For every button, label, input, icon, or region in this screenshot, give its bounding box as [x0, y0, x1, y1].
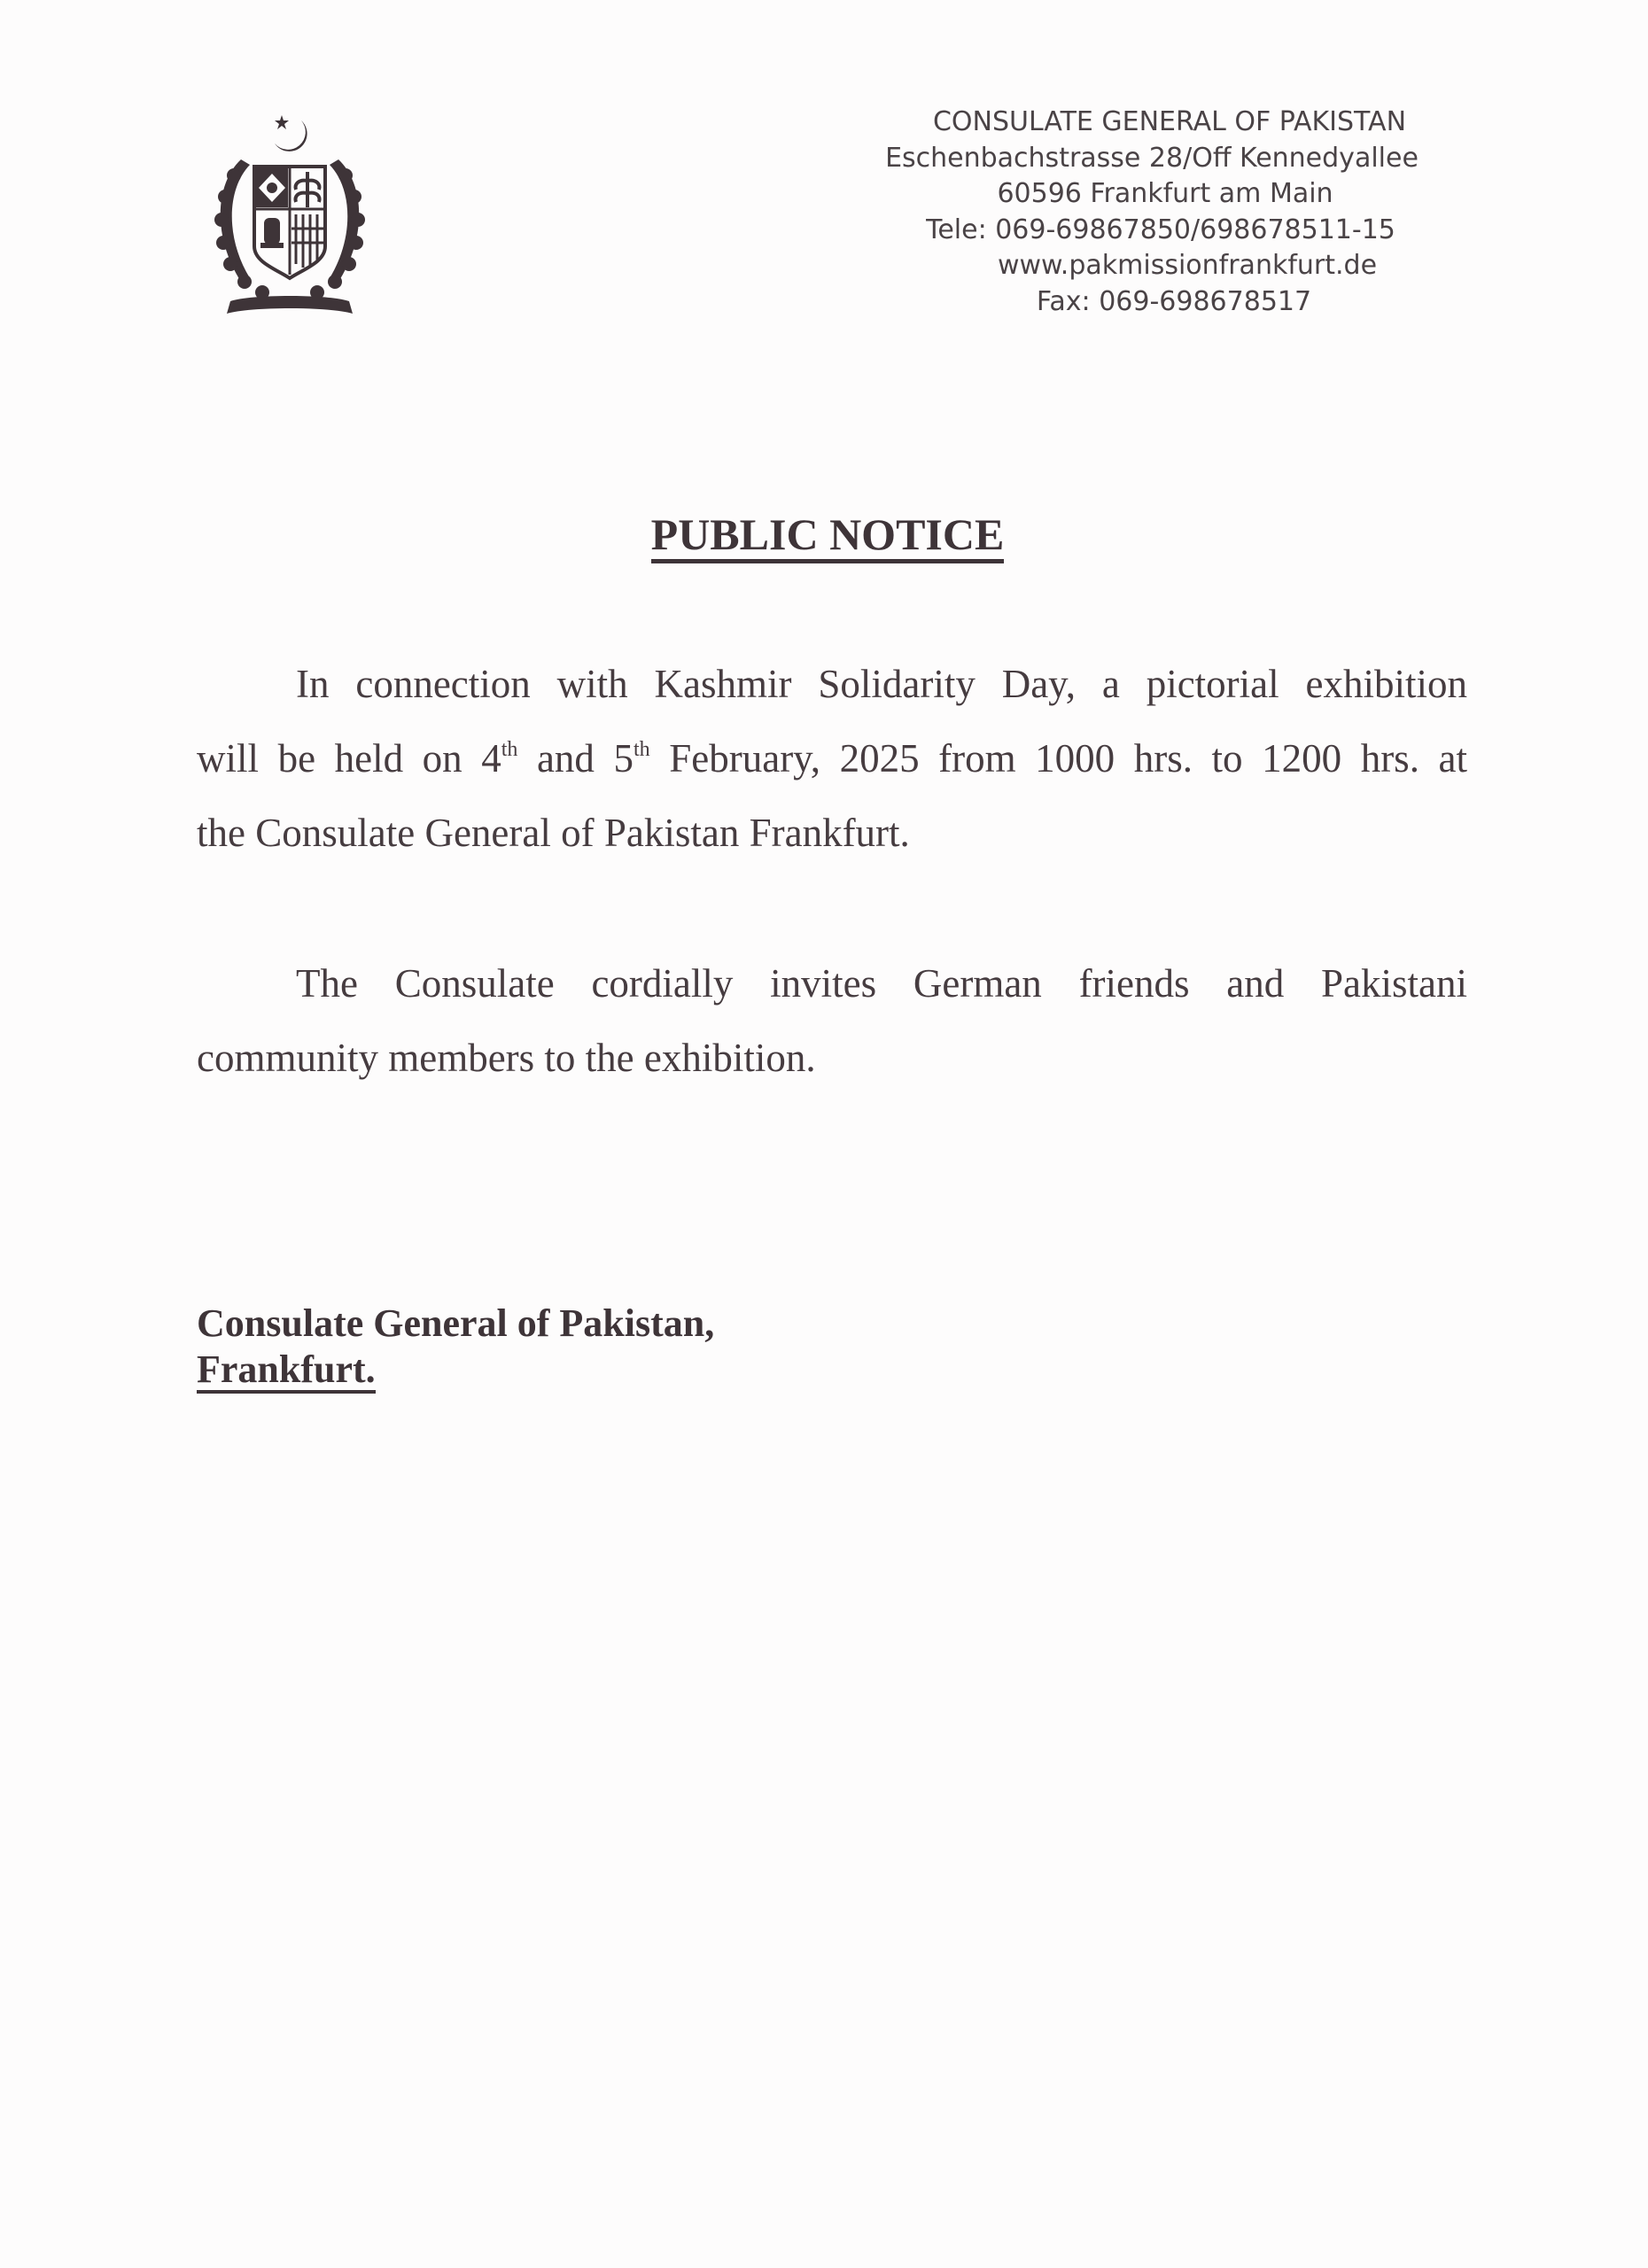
- text-segment: February, 2025 from 1000 hrs. to 1200 hrs. at: [649, 736, 1467, 781]
- notice-title: PUBLIC NOTICE: [651, 509, 1005, 563]
- paragraph-2-line-2: community members to the exhibition.: [197, 1036, 816, 1080]
- paragraph-2-line-1: The Consulate cordially invites German friends and Pakistani: [296, 961, 1467, 1006]
- consulate-name: CONSULATE GENERAL OF PAKISTAN: [932, 106, 1407, 137]
- paragraph-1-line-2: [197, 721, 1467, 796]
- paragraph-1: [197, 647, 1467, 870]
- paragraph-1-line-1: In connection with Kashmir Solidarity Day, a pictorial exhibition: [296, 662, 1467, 706]
- text-segment: and 5: [517, 736, 634, 781]
- letterhead: [851, 105, 1471, 320]
- paragraph-1-line-3: the Consulate General of Pakistan Frankfurt.: [197, 811, 910, 855]
- ordinal-suffix: th: [634, 738, 650, 761]
- text-segment: will be held on 4: [197, 736, 501, 781]
- website: www.pakmissionfrankfurt.de: [997, 250, 1378, 281]
- signature-block: [197, 1301, 714, 1394]
- ordinal-suffix: th: [501, 738, 518, 761]
- fax-number: Fax: 069-698678517: [1036, 285, 1312, 317]
- city-address: 60596 Frankfurt am Main: [997, 178, 1333, 209]
- signature-org: Consulate General of Pakistan,: [197, 1301, 715, 1345]
- page-title: [0, 509, 1648, 563]
- phone-number: Tele: 069-69867850/698678511-15: [926, 214, 1395, 245]
- paragraph-2: [197, 946, 1467, 1095]
- signature-city: Frankfurt.: [197, 1349, 376, 1394]
- state-emblem-icon: [206, 105, 374, 326]
- street-address: Eschenbachstrasse 28/Off Kennedyallee: [885, 142, 1419, 174]
